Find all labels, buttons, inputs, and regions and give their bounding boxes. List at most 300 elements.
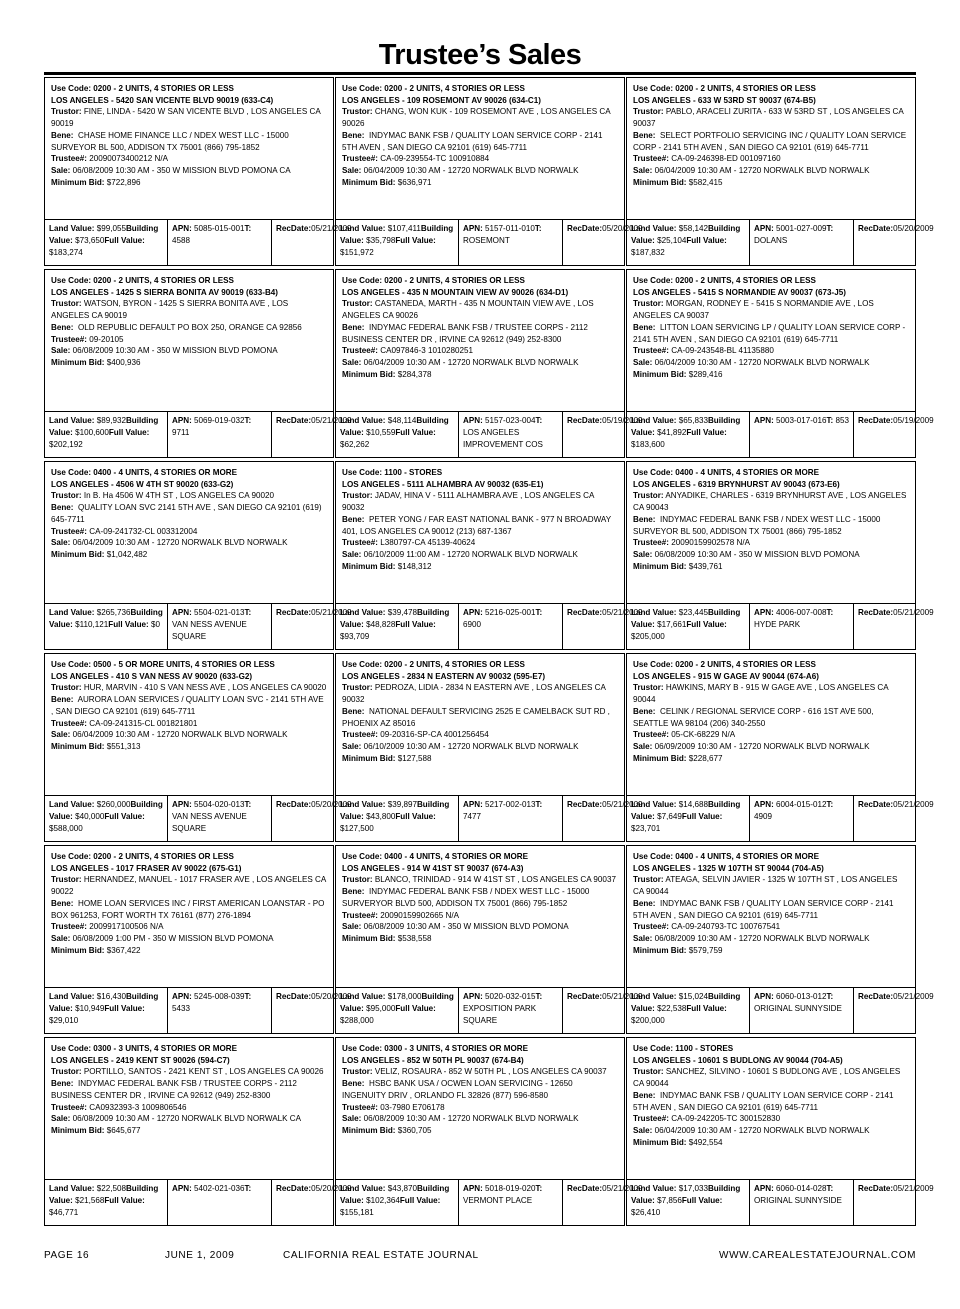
building-value-label: Building Value: [340,224,454,245]
full-value-label: Full Value: [104,1195,145,1205]
recdate-value: 05/21/2009 [311,608,352,618]
land-value-line [631,992,708,1001]
recdate-label: RecDate: [276,992,312,1002]
trustee-number-line [633,921,909,933]
property-address: LOS ANGELES - 1425 S SIERRA BONITA AV 90019 (633-B4) [51,287,278,297]
sale-info-label: Sale: [51,1114,71,1124]
beneficiary-value: NATIONAL DEFAULT SERVICING 2525 E CAMELBACK SUT RD , PHOENIX AZ 85016 [342,706,610,728]
apn-value: 4006-007-008 [776,608,827,618]
full-value-label: Full Value: [395,427,436,437]
building-value: $43,800 [366,811,396,821]
tract-value: ORIGINAL SUNNYSIDE [754,1195,842,1205]
tract-value: HYDE PARK [754,619,801,629]
tract-value: 6900 [463,619,482,629]
recdate-label: RecDate: [276,1184,312,1194]
minimum-bid-line [342,753,618,765]
full-value: $29,010 [49,1015,79,1025]
beneficiary-label: Bene: [633,514,656,524]
beneficiary-line [633,322,909,345]
record-details [627,78,915,219]
recdate-value: 05/21/2009 [602,608,643,618]
sale-info-label: Sale: [342,165,362,175]
tract-label: T: [535,992,543,1002]
use-code: Use Code: 0200 - 2 UNITS, 4 STORIES OR LESS [51,84,234,93]
apn-line [754,416,826,425]
trustee-number-line [51,153,327,165]
trustor-name-label: Trustor: [51,491,82,501]
sale-info-label: Sale: [342,357,362,367]
use-code: Use Code: 0200 - 2 UNITS, 4 STORIES OR LESS [633,84,816,93]
recdate-value: 05/19/2009 [602,416,643,426]
apn-cell [458,796,562,841]
sale-info-line [342,1113,618,1125]
trustee-number-line [633,729,909,741]
trustor-name-value: PORTILLO, SANTOS - 2421 KENT ST , LOS ANGELES CA 90026 [83,1067,324,1077]
recdate-cell [853,796,937,841]
building-value: $40,000 [75,811,105,821]
trustee-number-label: Trustee#: [51,526,87,536]
use-code: Use Code: 0200 - 2 UNITS, 4 STORIES OR LESS [633,276,816,285]
building-value-label: Building Value: [49,1184,159,1205]
building-value: $7,649 [657,811,682,821]
trustee-number-value: 09-20105 [89,334,124,344]
trustee-number-value: 20090159902665 N/A [380,910,460,920]
beneficiary-label: Bene: [342,887,365,897]
trustee-number-line [342,345,618,357]
sale-info-line [51,1113,327,1125]
land-value-line [340,1184,417,1193]
building-value-label: Building Value: [631,800,741,821]
land-value: $58,142 [678,224,708,234]
trustee-number-value: 03-7980 E706178 [380,1102,445,1112]
record-values [336,1179,643,1225]
apn-line [754,224,826,233]
trustee-sale-record [335,1037,643,1226]
trustee-number-line [51,334,327,346]
building-value: $48,828 [366,619,396,629]
minimum-bid-value: $722,896 [106,177,141,187]
use-code: Use Code: 0200 - 2 UNITS, 4 STORIES OR LESS [51,852,234,861]
use-code: Use Code: 0400 - 4 UNITS, 4 STORIES OR MORE [51,468,238,477]
land-value: $260,000 [96,800,131,810]
recdate-cell [853,220,937,265]
full-value-label: Full Value: [104,811,145,821]
apn-cell [458,988,562,1033]
apn-value: 6060-014-028 [776,1184,827,1194]
beneficiary-label: Bene: [342,706,365,716]
sale-info-line [633,357,909,369]
apn-label: APN: [172,416,192,426]
record-details [627,654,915,795]
record-values [627,411,934,457]
minimum-bid-label: Minimum Bid: [51,357,105,367]
record-details [627,270,915,411]
trustor-name-label: Trustor: [51,683,82,693]
minimum-bid-value: $289,416 [688,369,723,379]
full-value-label: Full Value: [104,1003,145,1013]
trustee-number-label: Trustee#: [51,922,87,932]
trustee-number-line [342,537,618,549]
trustee-sale-record [44,461,352,650]
apn-label: APN: [754,224,774,234]
trustor-name-label: Trustor: [633,1067,664,1077]
recdate-value: 05/21/2009 [602,800,643,810]
trustee-sale-record [44,77,352,266]
values-cell [336,604,458,649]
trustee-number-label: Trustee#: [633,922,669,932]
apn-value: 5069-019-032 [194,416,245,426]
apn-value: 6060-013-012 [776,992,827,1002]
land-value: $178,000 [387,992,422,1002]
apn-value: 5216-025-001 [485,608,536,618]
apn-value: 5504-021-013 [194,608,245,618]
record-values [45,603,352,649]
beneficiary-line [342,1078,618,1101]
recdate-label: RecDate: [858,608,894,618]
apn-cell [458,412,562,457]
trustor-name-line [342,106,618,129]
record-details [336,654,624,795]
building-value-label: Building Value: [49,416,159,437]
property-address: LOS ANGELES - 2419 KENT ST 90026 (594-C7) [51,1055,230,1065]
record-details [45,270,333,411]
trustor-name-label: Trustor: [342,1067,373,1077]
land-value-line [631,608,708,617]
sale-info-value: 06/08/2009 10:30 AM - 12720 NORWALK BLVD NORWALK [654,933,870,943]
building-value-label: Building Value: [49,800,163,821]
land-value-line [49,608,130,617]
recdate-label: RecDate: [858,224,894,234]
full-value-label: Full Value: [686,427,727,437]
beneficiary-value: INDYMAC BANK FSB / QUALITY LOAN SERVICE CORP - 2141 5TH AVEN , SAN DIEGO CA 92101 (619) 645-7711 [633,1090,894,1112]
beneficiary-label: Bene: [51,130,74,140]
land-value-line [631,800,708,809]
minimum-bid-label: Minimum Bid: [633,369,687,379]
minimum-bid-line [51,177,327,189]
beneficiary-label: Bene: [51,898,74,908]
publication-name: CALIFORNIA REAL ESTATE JOURNAL [283,1250,479,1261]
property-address: LOS ANGELES - 6319 BRYNHURST AV 90043 (673-E6) [633,479,840,489]
minimum-bid-line [633,561,909,573]
trustee-number-label: Trustee#: [51,1102,87,1112]
trustee-number-line [51,718,327,730]
trustee-number-value: 20090159902578 N/A [671,538,751,548]
apn-line [463,608,535,617]
building-value: $102,364 [366,1195,400,1205]
recdate-value: 05/21/2009 [602,992,643,1002]
minimum-bid-line [342,561,618,573]
land-value-line [340,416,416,425]
minimum-bid-line [633,945,909,957]
apn-label: APN: [463,224,483,234]
trustee-number-value: L380797-CA 45139-40624 [380,538,476,548]
land-value-label: Land Value: [340,992,386,1002]
beneficiary-value: INDYMAC FEDERAL BANK FSB / NDEX WEST LLC - 15000 SURVERYOR BLVD 500, ADDISON TX 75001 (866) 795-1852 [342,887,590,908]
website-link[interactable]: WWW.CAREALESTATEJOURNAL.COM [719,1250,916,1261]
trustee-number-label: Trustee#: [51,154,87,164]
property-address: LOS ANGELES - 4506 W 4TH ST 90020 (633-G2) [51,479,234,489]
trustor-name-label: Trustor: [342,107,373,117]
values-cell [336,412,458,457]
apn-label: APN: [463,1184,483,1194]
trustor-name-line [51,490,327,502]
minimum-bid-label: Minimum Bid: [51,741,105,751]
trustee-sale-record [335,845,643,1034]
tract-value: VAN NESS AVENUE SQUARE [172,811,247,833]
building-value-label: Building Value: [340,1184,450,1205]
use-code: Use Code: 0400 - 4 UNITS, 4 STORIES OR MORE [633,852,820,861]
values-cell [45,220,167,265]
trustor-name-line [633,490,909,513]
minimum-bid-label: Minimum Bid: [633,1137,687,1147]
land-value: $99,055 [96,224,126,234]
minimum-bid-label: Minimum Bid: [342,933,396,943]
land-value-label: Land Value: [631,416,677,426]
trustee-number-value: CA-09-242205-TC 300152830 [671,1114,781,1124]
trustee-number-value: CA-09-239554-TC 100910884 [380,154,490,164]
sale-info-line [51,345,327,357]
trustee-number-value: CA-09-246398-ED 001097160 [671,154,781,164]
trustor-name-value: BLANCO, TRINIDAD - 914 W 41ST ST , LOS ANGELES CA 90037 [374,875,616,885]
trustee-number-line [633,537,909,549]
apn-cell [749,1180,853,1225]
apn-cell [749,796,853,841]
sale-info-line [633,549,909,561]
record-details [45,462,333,603]
full-value-label: Full Value: [681,1195,723,1205]
tract-label: T: [826,1184,834,1194]
full-value-label: Full Value: [395,619,436,629]
full-value-label: Full Value: [399,1195,441,1205]
trustor-name-value: WATSON, BYRON - 1425 S SIERRA BONITA AVE , LOS ANGELES CA 90019 [51,299,289,321]
values-cell [627,220,749,265]
values-cell [627,988,749,1033]
apn-cell [749,604,853,649]
minimum-bid-value: $148,312 [397,561,432,571]
values-cell [45,988,167,1033]
listing-grid [44,77,934,1229]
trustor-name-value: SANCHEZ, SILVINO - 10601 S BUDLONG AVE , LOS ANGELES CA 90044 [633,1067,901,1089]
sale-info-label: Sale: [633,1125,653,1135]
sale-info-value: 06/08/2009 1:00 PM - 350 W MISSION BLVD POMONA [72,933,274,943]
trustee-sale-record [335,77,643,266]
land-value-label: Land Value: [631,800,677,810]
trustee-number-label: Trustee#: [342,910,378,920]
minimum-bid-label: Minimum Bid: [633,561,687,571]
sale-info-line [51,933,327,945]
sale-info-line [51,165,327,177]
sale-info-label: Sale: [633,357,653,367]
minimum-bid-label: Minimum Bid: [633,945,687,955]
apn-label: APN: [172,800,192,810]
page-number: PAGE 16 [44,1250,90,1261]
building-value: $21,568 [75,1195,105,1205]
trustee-number-value: CA097846-3 1010280251 [380,346,473,356]
trustee-sale-record [626,845,934,1034]
apn-line [172,608,244,617]
beneficiary-line [342,514,618,537]
building-value-label: Building Value: [631,1184,741,1205]
beneficiary-label: Bene: [342,322,365,332]
recdate-value: 05/20/2009 [602,224,643,234]
property-address: LOS ANGELES - 633 W 53RD ST 90037 (674-B5) [633,95,816,105]
trustor-name-value: ATEAGA, SELVIN JAVIER - 1325 W 107TH ST , LOS ANGELES CA 90044 [633,875,898,897]
minimum-bid-line [51,1125,327,1137]
sale-info-value: 06/04/2009 10:30 AM - 12720 NORWALK BLVD NORWALK [363,357,579,367]
minimum-bid-value: $439,761 [688,561,723,571]
property-address: LOS ANGELES - 2834 N EASTERN AV 90032 (595-E7) [342,671,546,681]
recdate-label: RecDate: [276,800,312,810]
recdate-value: 05/19/2009 [893,416,934,426]
beneficiary-label: Bene: [342,130,365,140]
sale-info-label: Sale: [633,165,653,175]
land-value-label: Land Value: [340,800,386,810]
property-address: LOS ANGELES - 109 ROSEMONT AV 90026 (634-C1) [342,95,541,105]
tract-label: T: [244,1184,252,1194]
apn-cell [167,412,271,457]
beneficiary-label: Bene: [51,322,74,332]
sale-info-line [633,933,909,945]
sale-info-line [342,741,618,753]
trustor-name-value: PABLO, ARACELI ZURITA - 633 W 53RD ST , LOS ANGELES CA 90037 [633,107,904,129]
minimum-bid-line [342,933,618,945]
minimum-bid-label: Minimum Bid: [342,561,396,571]
trustor-name-line [51,682,327,694]
listing-column [335,77,643,1229]
recdate-label: RecDate: [567,416,603,426]
minimum-bid-line [51,549,327,561]
sale-info-label: Sale: [51,346,71,356]
trustor-name-value: HUR, MARVIN - 410 S VAN NESS AVE , LOS ANGELES CA 90020 [83,683,327,693]
full-value: $202,192 [49,439,83,449]
minimum-bid-value: $645,677 [106,1125,141,1135]
tract-label: T: [826,416,834,426]
minimum-bid-line [342,369,618,381]
trustor-name-value: PEDROZA, LIDIA - 2834 N EASTERN AVE , LOS ANGELES CA 90032 [342,683,606,705]
use-code: Use Code: 0200 - 2 UNITS, 4 STORIES OR LESS [342,276,525,285]
trustee-sale-record [626,461,934,650]
apn-cell [167,796,271,841]
sale-info-value: 06/04/2009 10:30 AM - 12720 NORWALK BLVD NORWALK [654,165,870,175]
trustee-number-value: CA-09-241732-CL 003312004 [89,526,198,536]
minimum-bid-value: $551,313 [106,741,141,751]
trustor-name-value: HERNANDEZ, MANUEL - 1017 FRASER AVE , LOS ANGELES CA 90022 [51,875,326,897]
beneficiary-label: Bene: [51,503,74,513]
land-value-line [49,224,126,233]
trustee-number-line [51,1102,327,1114]
building-value-label: Building Value: [631,224,741,245]
recdate-label: RecDate: [567,992,603,1002]
apn-cell [167,1180,271,1225]
apn-cell [167,220,271,265]
beneficiary-value: PETER YONG / FAR EAST NATIONAL BANK - 977 N BROADWAY 401, LOS ANGELES CA 90012 (213) 687-1367 [342,514,611,536]
sale-info-label: Sale: [51,933,71,943]
trustor-name-value: CHANG, WON KUK - 109 ROSEMONT AVE , LOS ANGELES CA 90026 [342,107,611,129]
trustor-name-value: In B. Ha 4506 W 4TH ST , LOS ANGELES CA 90020 [83,491,274,501]
record-details [336,270,624,411]
apn-cell [458,220,562,265]
sale-info-label: Sale: [342,922,362,932]
land-value: $16,430 [96,992,126,1002]
recdate-label: RecDate: [276,224,312,234]
apn-cell [749,988,853,1033]
full-value: $288,000 [340,1015,374,1025]
land-value-label: Land Value: [631,1184,677,1194]
trustee-number-label: Trustee#: [342,346,378,356]
building-value-label: Building Value: [49,224,159,245]
full-value-label: Full Value: [686,619,727,629]
land-value-label: Land Value: [49,1184,95,1194]
use-code: Use Code: 0400 - 4 UNITS, 4 STORIES OR MORE [633,468,820,477]
sale-info-line [633,741,909,753]
values-cell [45,1180,167,1225]
minimum-bid-value: $127,588 [397,753,432,763]
apn-value: 5217-002-013 [485,800,536,810]
building-value: $35,798 [366,235,396,245]
building-value: $100,600 [75,427,109,437]
land-value: $43,870 [387,1184,417,1194]
trustee-number-value: 05-CK-68229 N/A [671,730,736,740]
trustor-name-label: Trustor: [633,491,664,501]
sale-info-label: Sale: [51,165,71,175]
minimum-bid-value: $228,677 [688,753,723,763]
sale-info-value: 06/10/2009 11:00 AM - 12720 NORWALK BLVD NORWALK [363,549,578,559]
beneficiary-line [633,514,909,537]
trustor-name-line [633,874,909,897]
full-value: $0 [151,619,161,629]
apn-line [463,1184,535,1193]
building-value: $41,892 [657,427,687,437]
apn-label: APN: [754,416,774,426]
building-value-label: Building Value: [340,416,449,437]
full-value: $93,709 [340,631,370,641]
trustee-number-value: 20090073400212 N/A [89,154,169,164]
record-details [45,78,333,219]
minimum-bid-line [633,1137,909,1149]
apn-line [754,800,826,809]
full-value: $23,701 [631,823,661,833]
beneficiary-line [342,322,618,345]
apn-value: 5085-015-001 [194,224,245,234]
record-values [627,219,934,265]
full-value-label: Full Value: [104,235,145,245]
apn-label: APN: [754,800,774,810]
trustor-name-label: Trustor: [51,107,82,117]
trustor-name-label: Trustor: [342,491,373,501]
land-value-label: Land Value: [49,224,95,234]
use-code: Use Code: 1100 - STORES [633,1044,734,1053]
beneficiary-line [51,1078,327,1101]
use-code: Use Code: 0300 - 3 UNITS, 4 STORIES OR MORE [342,1044,529,1053]
trustor-name-line [342,682,618,705]
trustee-sale-record [335,653,643,842]
apn-line [172,992,244,1001]
trustor-name-label: Trustor: [342,299,373,309]
beneficiary-label: Bene: [633,706,656,716]
land-value: $17,033 [678,1184,708,1194]
sale-info-line [51,729,327,741]
land-value-label: Land Value: [340,224,386,234]
beneficiary-value: QUALITY LOAN SVC 2141 5TH AVE , SAN DIEGO CA 92101 (619) 645-7711 [51,503,322,524]
trustee-number-line [633,1113,909,1125]
minimum-bid-line [51,357,327,369]
minimum-bid-line [342,177,618,189]
minimum-bid-value: $284,378 [397,369,432,379]
property-address: LOS ANGELES - 410 S VAN NESS AV 90020 (633-G2) [51,671,253,681]
trustee-sale-record [626,77,934,266]
minimum-bid-value: $579,759 [688,945,723,955]
use-code: Use Code: 0400 - 4 UNITS, 4 STORIES OR MORE [342,852,529,861]
